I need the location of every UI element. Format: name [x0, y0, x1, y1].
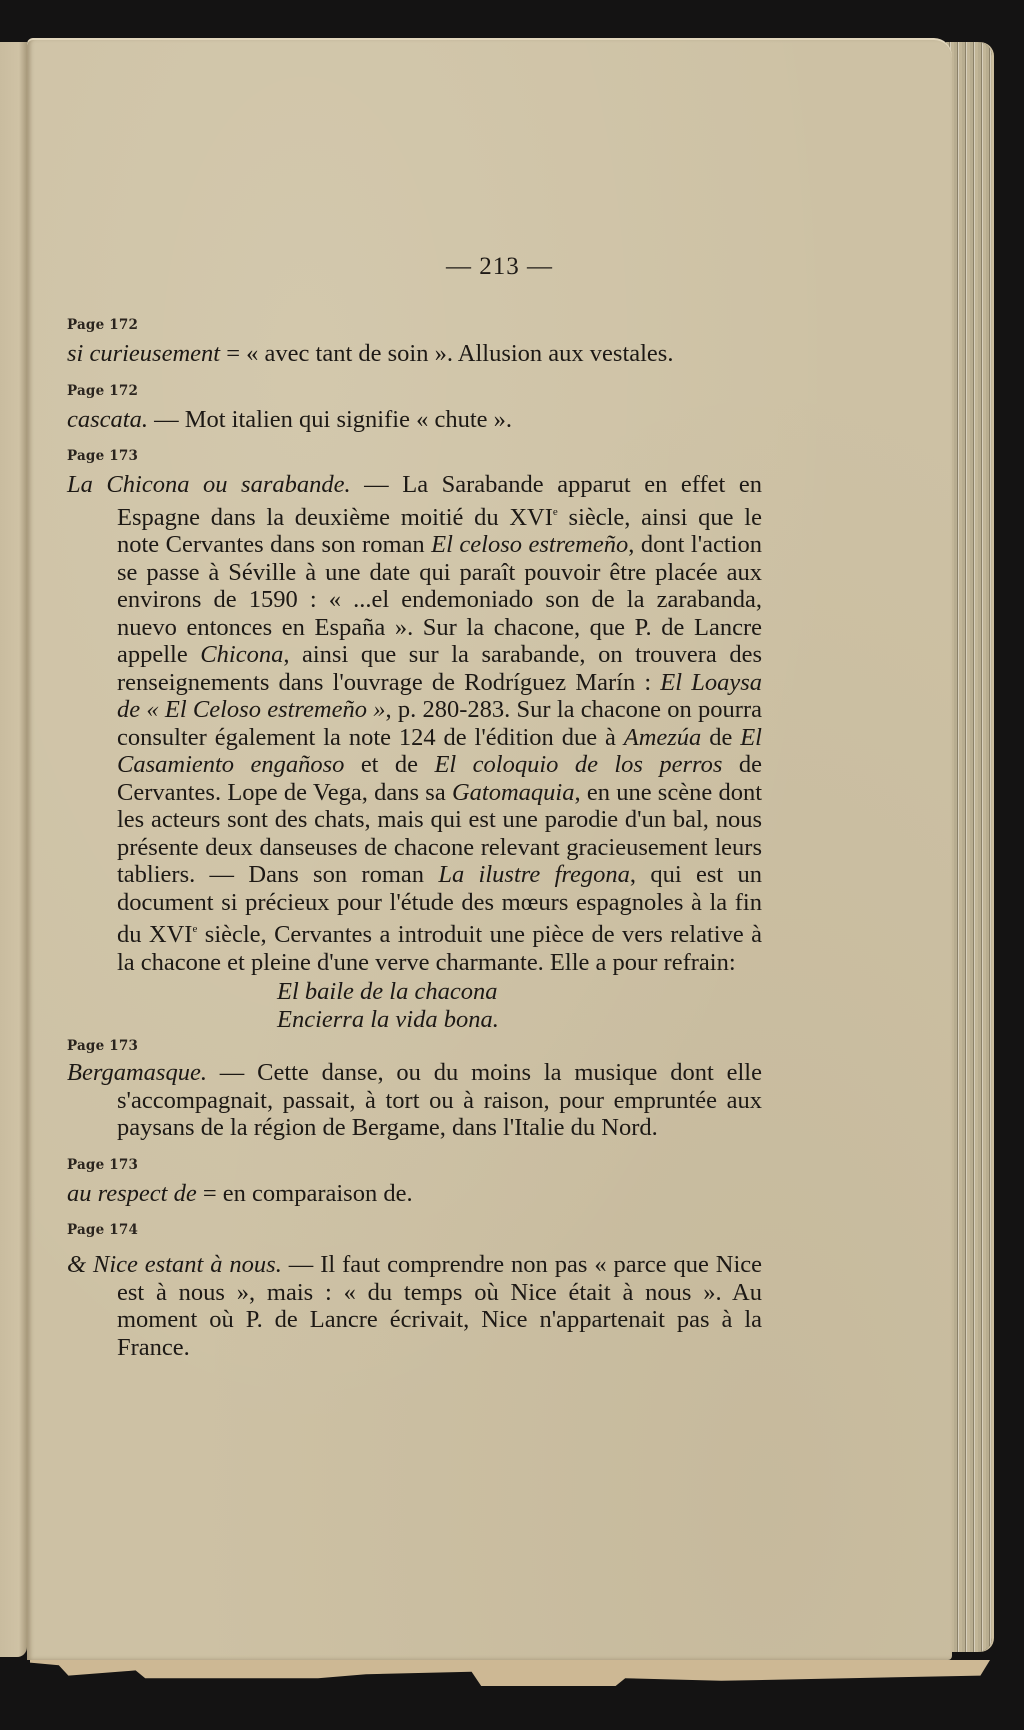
title-italic: Gatomaquia [451, 778, 575, 806]
note-lemma: Bergamasque. [67, 1059, 207, 1086]
note-lemma: & Nice estant à nous. [67, 1251, 282, 1278]
superscript: e [552, 505, 558, 518]
title-italic: El celoso estremeño [431, 531, 629, 558]
note-lemma: au respect de [67, 1179, 197, 1207]
verse-line: Encierra la vida bona. [277, 1005, 499, 1033]
note-text: et de [344, 751, 435, 778]
note-text: de [701, 723, 741, 751]
note-text: = « avec tant de soin ». Allusion aux vestales. [220, 340, 674, 367]
page-reference: Page 172 [67, 382, 139, 399]
note-text: , qui est un document si précieux pour l'étude des mœurs espagnoles à la fin du XVI [117, 861, 763, 948]
note-text: — La Sarabande apparut en effet en Espagne dans la deuxième moitié du XVI [117, 471, 763, 531]
page-number: — 213 — [446, 253, 553, 280]
note-text: = en comparaison de. [196, 1179, 413, 1207]
verse-line: El baile de la chacona [277, 978, 498, 1005]
title-italic: El Loaysa de « El Celoso estremeño » [117, 668, 762, 723]
note-entry [67, 340, 762, 368]
page-reference: Page 173 [67, 1038, 139, 1054]
note-text: , en une scène dont les acteurs sont des chats, mais qui est une parodie d'un bal, nous présente deux danseuses de chacone relevant gracieusement leurs tabliers. — Dans son roman [117, 778, 763, 888]
title-italic: La ilustre fregona [438, 861, 630, 888]
note-text: , p. 280-283. Sur la chacone on pourra consulter également la note 124 de l'édition due à [117, 696, 762, 751]
page-reference: Page 173 [67, 1156, 139, 1173]
note-entry [67, 1180, 762, 1208]
note-text: — Cette danse, ou du moins la musique dont elle s'accompagnait, passait, à tort ou à raison, pour empruntée aux paysans de la région de Bergame, dans l'Italie du Nord. [117, 1059, 762, 1141]
note-text: — Mot italien qui signifie « chute ». [147, 405, 513, 433]
torn-bottom-edge [30, 1660, 990, 1686]
note-entry [67, 406, 762, 434]
book-page [27, 38, 952, 1660]
note-lemma: La Chicona ou sarabande. [67, 471, 351, 498]
page-reference: Page 173 [67, 448, 139, 464]
note-text: — Il faut comprendre non pas « parce que Nice est à nous », mais : « du temps où Nice était à nous ». Au moment où P. de Lancre écrivait, Nice n'appartenait pas à la France. [117, 1251, 762, 1361]
left-page-edge [0, 42, 27, 1657]
note-entry [67, 471, 762, 976]
title-italic: Amezúa [623, 723, 702, 751]
title-italic: El Casamiento engañoso [117, 723, 762, 778]
note-text: de Cervantes. Lope de Vega, dans sa [117, 751, 762, 806]
note-text: siècle, ainsi que le note Cervantes dans son roman [117, 503, 762, 558]
note-text: siècle, Cervantes a introduit une pièce de vers relative à la chacone et pleine d'une verve charmante. Elle a pour refrain: [117, 921, 762, 976]
note-lemma: cascata. [67, 405, 148, 433]
title-italic: Chicona [200, 641, 284, 668]
title-italic: El coloquio de los perros [434, 751, 723, 778]
note-entry [67, 1059, 762, 1142]
page-reference: Page 172 [67, 317, 139, 333]
note-text: , ainsi que sur la sarabande, on trouvera des renseignements dans l'ouvrage de Rodríguez Marín : [117, 641, 762, 696]
page-reference: Page 174 [67, 1222, 139, 1238]
note-lemma: si curieusement [67, 340, 221, 367]
superscript: e [192, 923, 198, 935]
page-stack-edges [946, 42, 992, 1652]
note-text: , dont l'action se passe à Séville à une date qui paraît pouvoir être placée aux environs de 1590 : « ...el endemoniado son de la zarabanda, nuevo entonces en España ». Sur la chacone, que P. de Lancre appelle [117, 531, 762, 668]
notes-body [67, 310, 762, 1369]
note-entry [67, 1251, 762, 1361]
